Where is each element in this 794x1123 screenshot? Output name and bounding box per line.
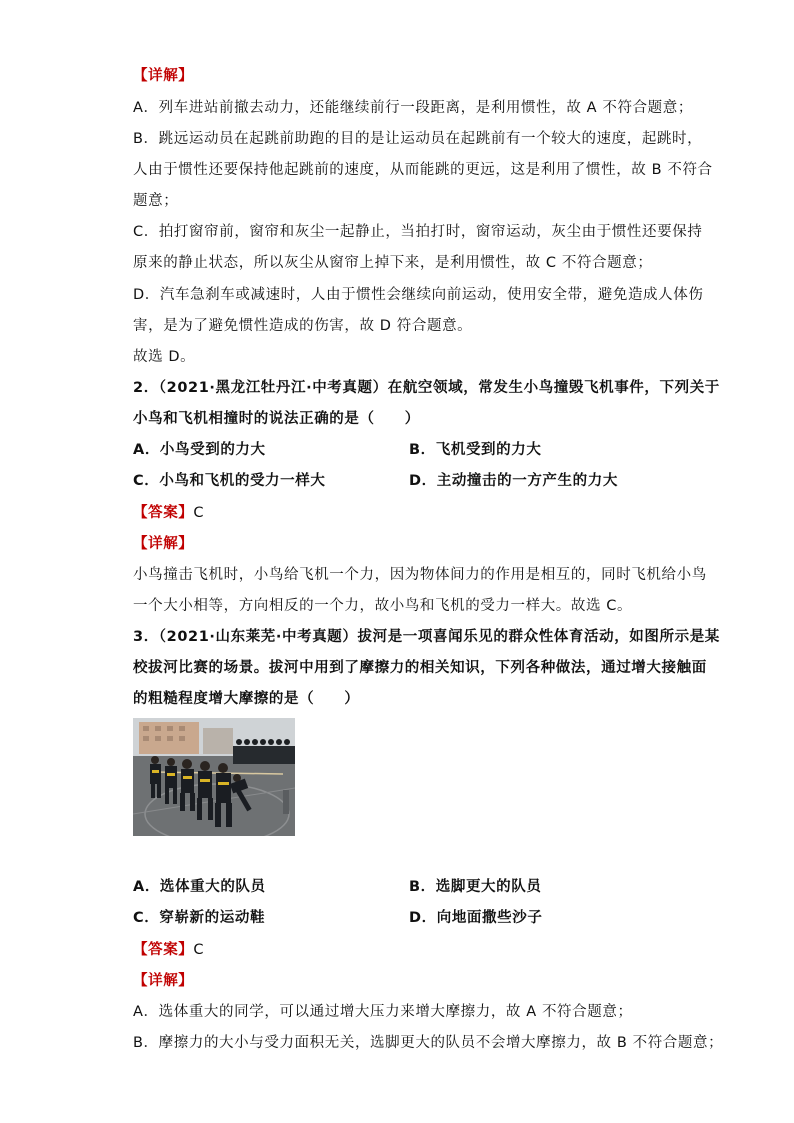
q2-stem-line: 2．（2021·黑龙江牡丹江·中考真题）在航空领域，常发生小鸟撞毁飞机事件，下列关于 — [133, 380, 720, 396]
q3-option-a: A．选体重大的队员 — [133, 879, 266, 895]
q1-detail-line: 原来的静止状态，所以灰尘从窗帘上掉下来，是利用惯性，故 C 不符合题意； — [133, 255, 653, 271]
detail-heading: 【详解】 — [133, 536, 194, 552]
q2-answer-value: C — [193, 505, 205, 521]
q2-detail-line: 一个大小相等，方向相反的一个力，故小鸟和飞机的受力一样大。故选 C。 — [133, 598, 633, 614]
q3-answer-row — [133, 940, 204, 960]
q3-stem-line: 校拔河比赛的场景。拔河中用到了摩擦力的相关知识，下列各种做法，通过增大接触面 — [133, 660, 707, 676]
q2-option-b: B．飞机受到的力大 — [409, 442, 542, 458]
q1-detail-line: 害，是为了避免惯性造成的伤害，故 D 符合题意。 — [133, 318, 473, 334]
detail-heading: 【详解】 — [133, 68, 194, 84]
q2-answer-row — [133, 503, 204, 523]
q2-option-a: A．小鸟受到的力大 — [133, 442, 266, 458]
answer-heading: 【答案】 — [133, 505, 194, 521]
q3-detail-line: B．摩擦力的大小与受力面积无关，选脚更大的队员不会增大摩擦力，故 B 不符合题意； — [133, 1035, 724, 1051]
detail-heading: 【详解】 — [133, 973, 194, 989]
q1-detail-line: 人由于惯性还要保持他起跳前的速度，从而能跳的更远，这是利用了惯性，故 B 不符合 — [133, 162, 713, 178]
q1-detail-line: A．列车进站前撤去动力，还能继续前行一段距离，是利用惯性，故 A 不符合题意； — [133, 100, 693, 116]
q1-detail-line: D．汽车急刹车或减速时，人由于惯性会继续向前运动，使用安全带，避免造成人体伤 — [133, 287, 704, 303]
tug-of-war-photo — [133, 718, 295, 836]
q2-detail-line: 小鸟撞击飞机时，小鸟给飞机一个力，因为物体间力的作用是相互的，同时飞机给小鸟 — [133, 567, 707, 583]
q3-stem-line: 3．（2021·山东莱芜·中考真题）拔河是一项喜闻乐见的群众性体育活动，如图所示是某 — [133, 629, 720, 645]
q3-option-d: D．向地面撒些沙子 — [409, 910, 543, 926]
q3-option-c: C．穿崭新的运动鞋 — [133, 910, 266, 926]
q2-option-d: D．主动撞击的一方产生的力大 — [409, 473, 618, 489]
q1-conclusion: 故选 D。 — [133, 349, 196, 365]
q1-detail-line: 题意； — [133, 193, 179, 209]
q3-stem-line: 的粗糙程度增大摩擦的是（ ） — [133, 691, 360, 707]
q2-option-c: C．小鸟和飞机的受力一样大 — [133, 473, 326, 489]
q3-detail-line: A．选体重大的同学，可以通过增大压力来增大摩擦力，故 A 不符合题意； — [133, 1004, 633, 1020]
q1-detail-line: C．拍打窗帘前，窗帘和灰尘一起静止，当拍打时，窗帘运动，灰尘由于惯性还要保持 — [133, 224, 703, 240]
q2-stem-line: 小鸟和飞机相撞时的说法正确的是（ ） — [133, 411, 420, 427]
q3-answer-value: C — [193, 942, 205, 958]
answer-heading: 【答案】 — [133, 942, 194, 958]
q1-detail-line: B．跳远运动员在起跳前助跑的目的是让运动员在起跳前有一个较大的速度，起跳时， — [133, 131, 703, 147]
q3-option-b: B．选脚更大的队员 — [409, 879, 542, 895]
